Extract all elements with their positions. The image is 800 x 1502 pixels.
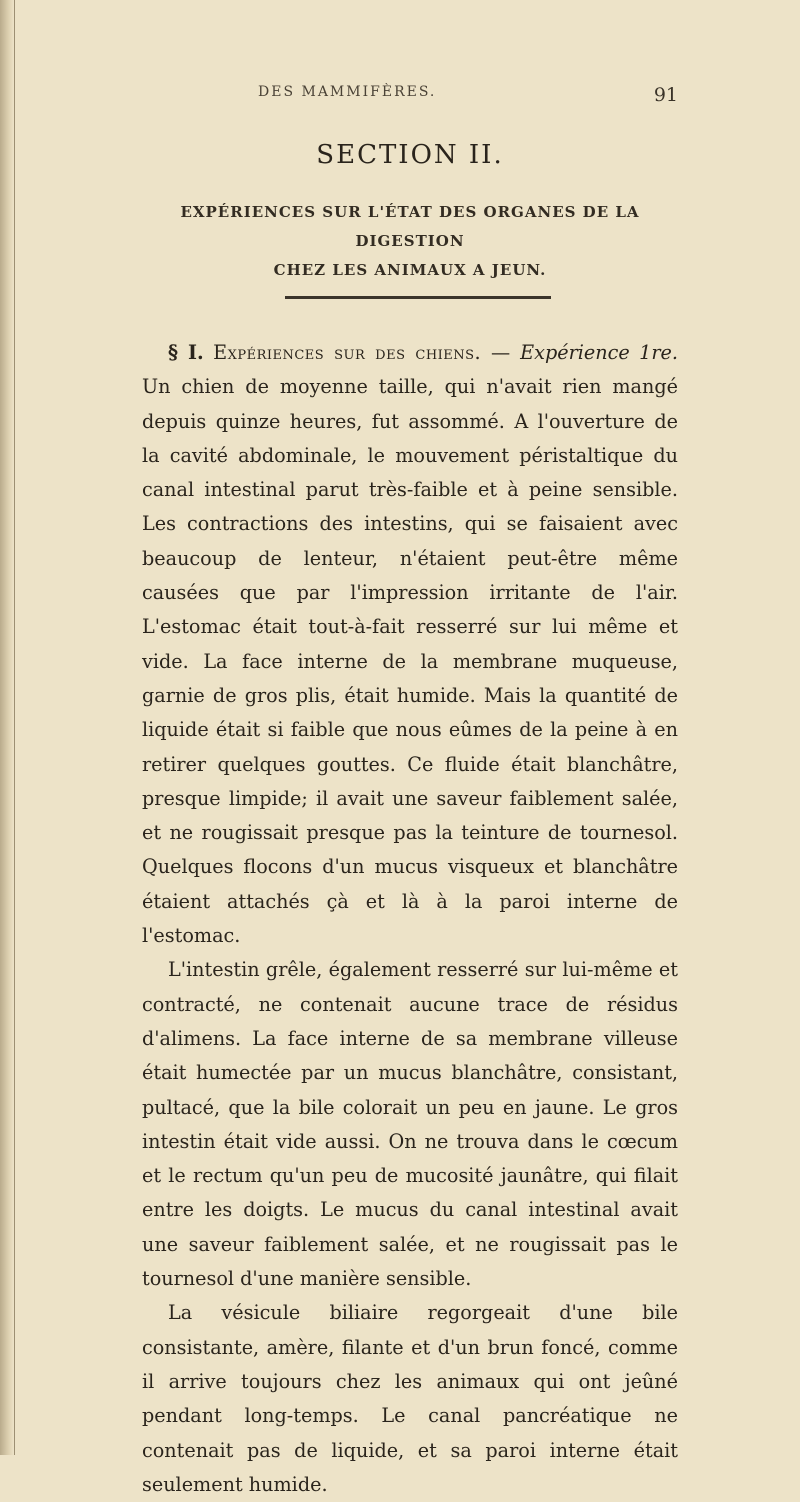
section-subtitle	[140, 198, 680, 285]
section-subtitle-line-1: EXPÉRIENCES SUR L'ÉTAT DES ORGANES DE LA DIGESTION	[180, 203, 640, 250]
running-head	[140, 84, 680, 110]
section-divider-rule	[285, 296, 551, 299]
book-page	[140, 0, 680, 1496]
book-spine-shadow	[0, 0, 14, 1455]
section-title: SECTION II.	[316, 140, 504, 170]
page-number: 91	[653, 84, 678, 106]
running-title: DES MAMMIFÈRES.	[258, 84, 437, 100]
paragraph-2: L'intestin grêle, également resserré sur lui-même et contracté, ne contenait aucune trace de résidus d'alimens. La face interne de sa membrane villeuse était humectée par un mucus blanchâtre, consistant, pultacé, que la bile colorait un peu en jaune. Le gros intestin était vide aussi. On ne trouva dans le cœcum et le rectum qu'un peu de mucosité jaunâtre, qui filait entre les doigts. Le mucus du canal intestinal avait une saveur faiblement salée, et ne rougissait pas le tournesol d'une manière sensible.	[142, 958, 678, 1291]
body-text	[142, 336, 678, 1502]
section-subtitle-line-2: CHEZ LES ANIMAUX A JEUN.	[273, 261, 547, 279]
page-edge	[14, 0, 15, 1455]
paragraph-3: La vésicule biliaire regorgeait d'une bile consistante, amère, filante et d'un brun foncé, comme il arrive toujours chez les animaux qui ont jeûné pendant long-temps. Le canal pancréatique ne contenait pas de liquide, et sa paroi interne était seulement humide.	[142, 1301, 678, 1496]
subsection-heading: Expériences sur des chiens. —	[213, 341, 511, 364]
paragraph-1-text: Un chien de moyenne taille, qui n'avait rien mangé depuis quinze heures, fut assommé. A l'ouverture de la cavité abdominale, le mouvement péristaltique du canal intestinal parut très-faible et à peine sensible. Les contractions des intestins, qui se faisaient avec beaucoup de lenteur, n'étaient peut-être même causées que par l'impression irritante de l'air. L'estomac était tout-à-fait resserré sur lui même et vide. La face interne de la membrane muqueuse, garnie de gros plis, était humide. Mais la quantité de liquide était si faible que nous eûmes de la peine à en retirer quelques gouttes. Ce fluide était blanchâtre, presque limpide; il avait une saveur faiblement salée, et ne rougissait presque pas la teinture de tournesol. Quelques flocons d'un mucus visqueux et blanchâtre étaient attachés çà et là à la paroi interne de l'estomac.	[142, 375, 678, 948]
experiment-label: Expérience 1re.	[520, 341, 678, 364]
paragraph-1	[142, 336, 678, 953]
section-marker: § I.	[168, 341, 204, 364]
